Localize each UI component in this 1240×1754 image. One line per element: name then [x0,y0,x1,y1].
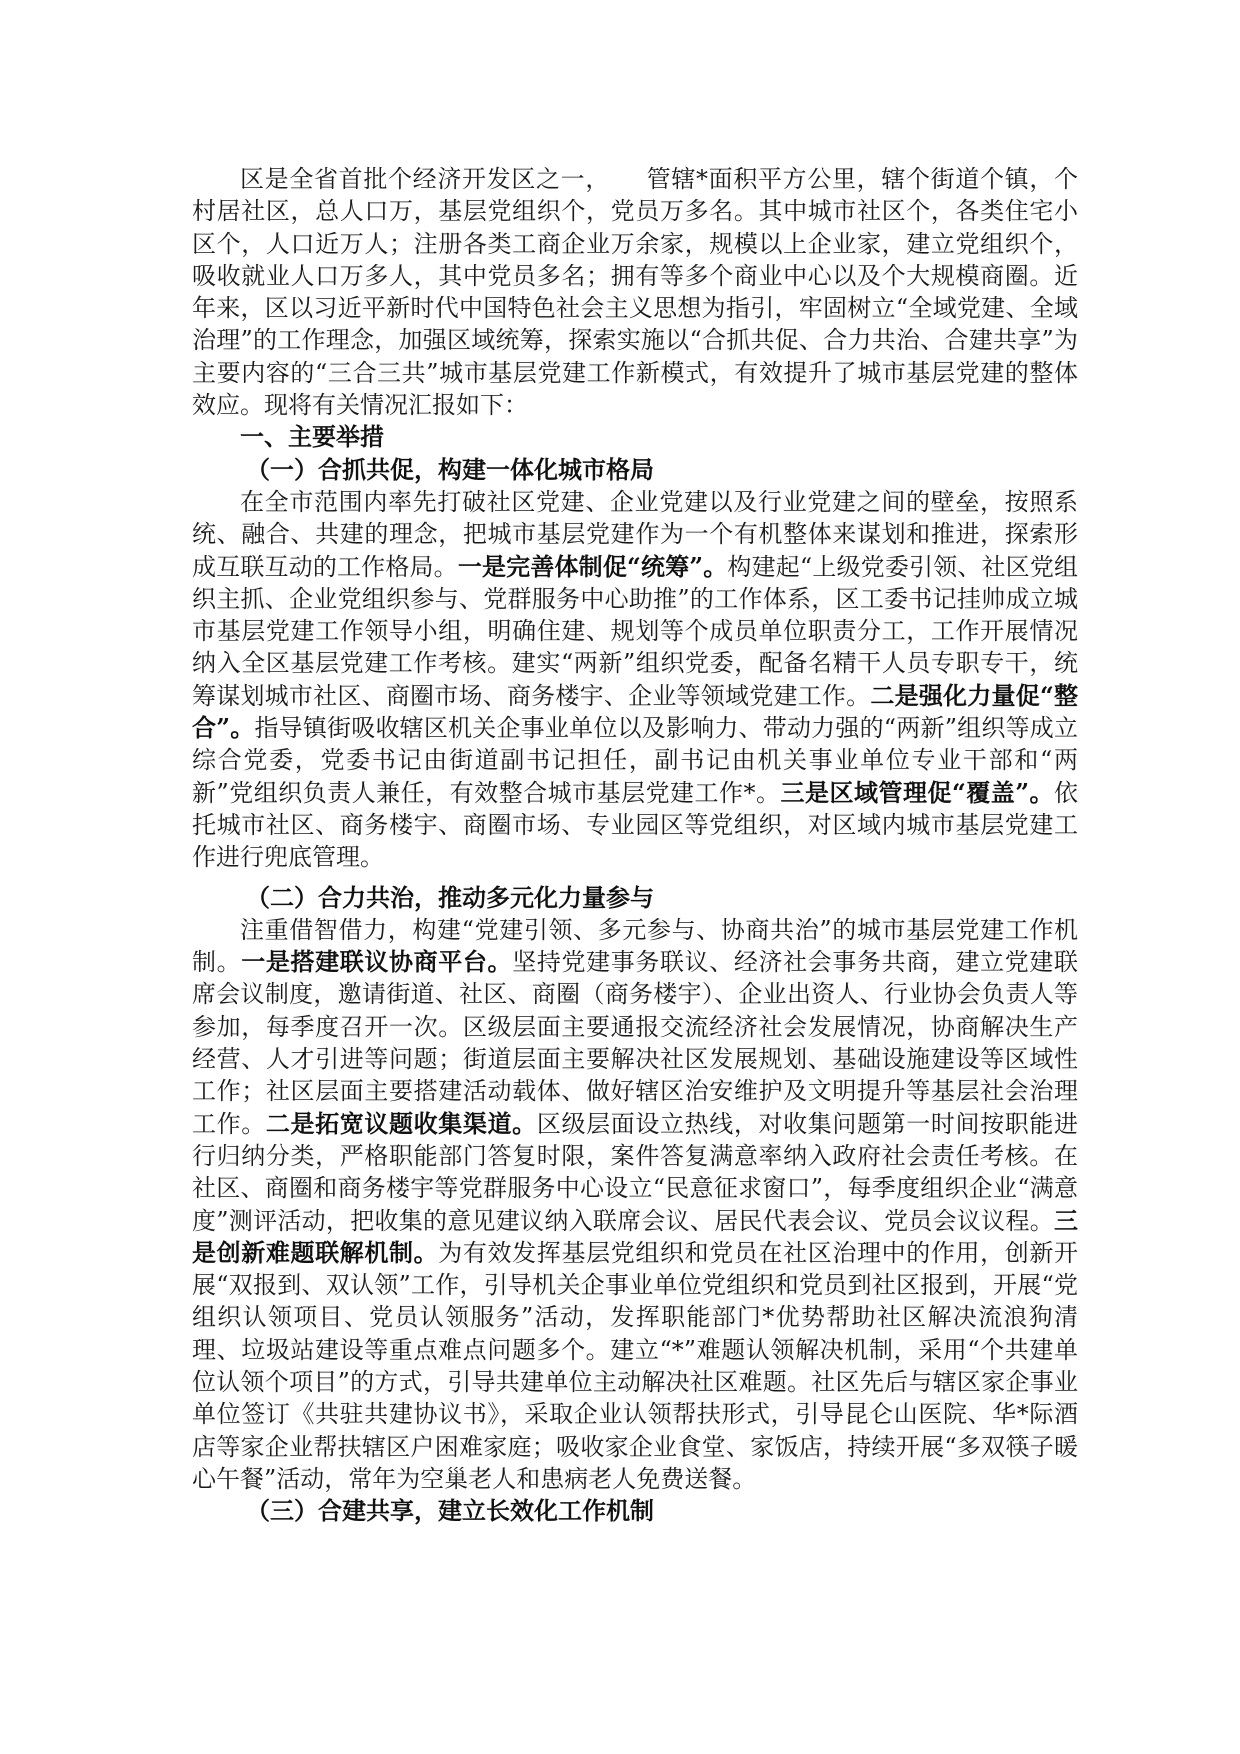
section1-point2-title: 二是强化力量促“整合”。 [192,680,1078,743]
intro-paragraph [192,163,1078,421]
section1-point1-text: 构建起“上级党委引领、社区党组织主抓、企业党组织参与、党群服务中心助推”的工作体系，区工委书记挂帅成立城市基层党建工作领导小组，明确住建、规划等个成员单位职责分工，工作开展情况纳入全区基层党建工作考核。建实“两新”组织党委，配备名精干人员专职专干，统筹谋划城市社区、商圈市场、商务楼宇、企业等领域党建工作。 [192,552,1079,710]
section2-point1-text: 坚持党建事务联议、经济社会事务共商，建立党建联席会议制度，邀请街道、社区、商圈（商务楼宇）、企业出资人、行业协会负责人等参加，每季度召开一次。区级层面主要通报交流经济社会发展情况，协商解决生产经营、人才引进等问题；街道层面主要解决社区发展规划、基础设施建设等区域性工作；社区层面主要搭建活动载体、做好辖区治安维护及文明提升等基层社会治理工作。 [192,948,1079,1138]
section2-paragraph [192,914,1078,1495]
section1-intro: 在全市范围内率先打破社区党建、企业党建以及行业党建之间的壁垒，按照系统、融合、共建的理念，把城市基层党建作为一个有机整体来谋划和推进，探索形成互联互动的工作格局。 [192,487,1078,581]
section3-heading: （三）合建共享，建立长效化工作机制 [246,1496,654,1526]
section2-intro: 注重借智借力，构建“党建引领、多元参与、协商共治”的城市基层党建工作机制。 [192,915,1078,977]
section1-point3-text: 依托城市社区、商务楼宇、商圈市场、专业园区等党组织，对区域内城市基层党建工作进行兜底管理。 [192,778,1078,872]
section1-heading: （一）合抓共促，构建一体化城市格局 [246,454,654,484]
section1-point1-title: 一是完善体制促“统筹”。 [457,551,728,581]
section2-point1-title: 一是搭建联议协商平台。 [241,947,513,977]
document-body [192,163,1078,1527]
section1-paragraph [192,486,1078,874]
section2-point3-title: 三是创新难题联解机制。 [192,1205,1078,1267]
section2-point2-title: 二是拓宽议题收集渠道。 [265,1108,537,1138]
section1-point2-text: 指导镇街吸收辖区机关企事业单位以及影响力、带动力强的“两新”组织等成立综合党委，党委书记由街道副书记担任，副书记由机关事业单位专业干部和“两新”党组织负责人兼任，有效整合城市基层党建工作*。 [192,714,1078,807]
section2-heading: （二）合力共治，推动多元化力量参与 [246,882,654,912]
heading-main-measures: 一、主要举措 [240,422,384,452]
intro-text-2: 管辖*面积平方公里，辖个街道个镇，个村居社区，总人口万，基层党组织个，党员万多名。其中城市社区个，各类住宅小区个，人口近万人；注册各类工商企业万余家，规模以上企业家，建立党组织个，吸收就业人口万多人，其中党员多名；拥有等多个商业中心以及个大规模商圈。近年来，区以习近平新时代中国特色社会主义思想为指引，牢固树立“全域党建、全域治理”的工作理念，加强区域统筹，探索实施以“合抓共促、合力共治、合建共享”为主要内容的“三合三共”城市基层党建工作新模式，有效提升了城市基层党建的整体效应。现将有关情况汇报如下： [192,165,1078,420]
section2-point2-text: 区级层面设立热线，对收集问题第一时间按职能进行归纳分类，严格职能部门答复时限，案件答复满意率纳入政府社会责任考核。在社区、商圈和商务楼宇等党群服务中心设立“民意征求窗口”，每季度组织企业“满意度”测评活动，把收集的意见建议纳入联席会议、居民代表会议、党员会议议程。 [192,1109,1079,1235]
section2-point3-text: 为有效发挥基层党组织和党员在社区治理中的作用，创新开展“双报到、双认领”工作，引导机关企事业单位党组织和党员到社区报到，开展“党组织认领项目、党员认领服务”活动，发挥职能部门*优势帮助社区解决流浪狗清理、垃圾站建设等重点难点问题多个。建立“*”难题认领解决机制，采用“个共建单位认领个项目”的方式，引导共建单位主动解决社区难题。社区先后与辖区家企事业单位签订《共驻共建协议书》，采取企业认领帮扶形式，引导昆仑山医院、华*际酒店等家企业帮扶辖区户困难家庭；吸收家企业食堂、家饭店，持续开展“多双筷子暖心午餐”活动，常年为空巢老人和患病老人免费送餐。 [192,1238,1079,1493]
intro-text-1: 区是全省首批个经济开发区之一， [240,165,610,193]
section1-point3-title: 三是区域管理促“覆盖”。 [780,777,1054,807]
